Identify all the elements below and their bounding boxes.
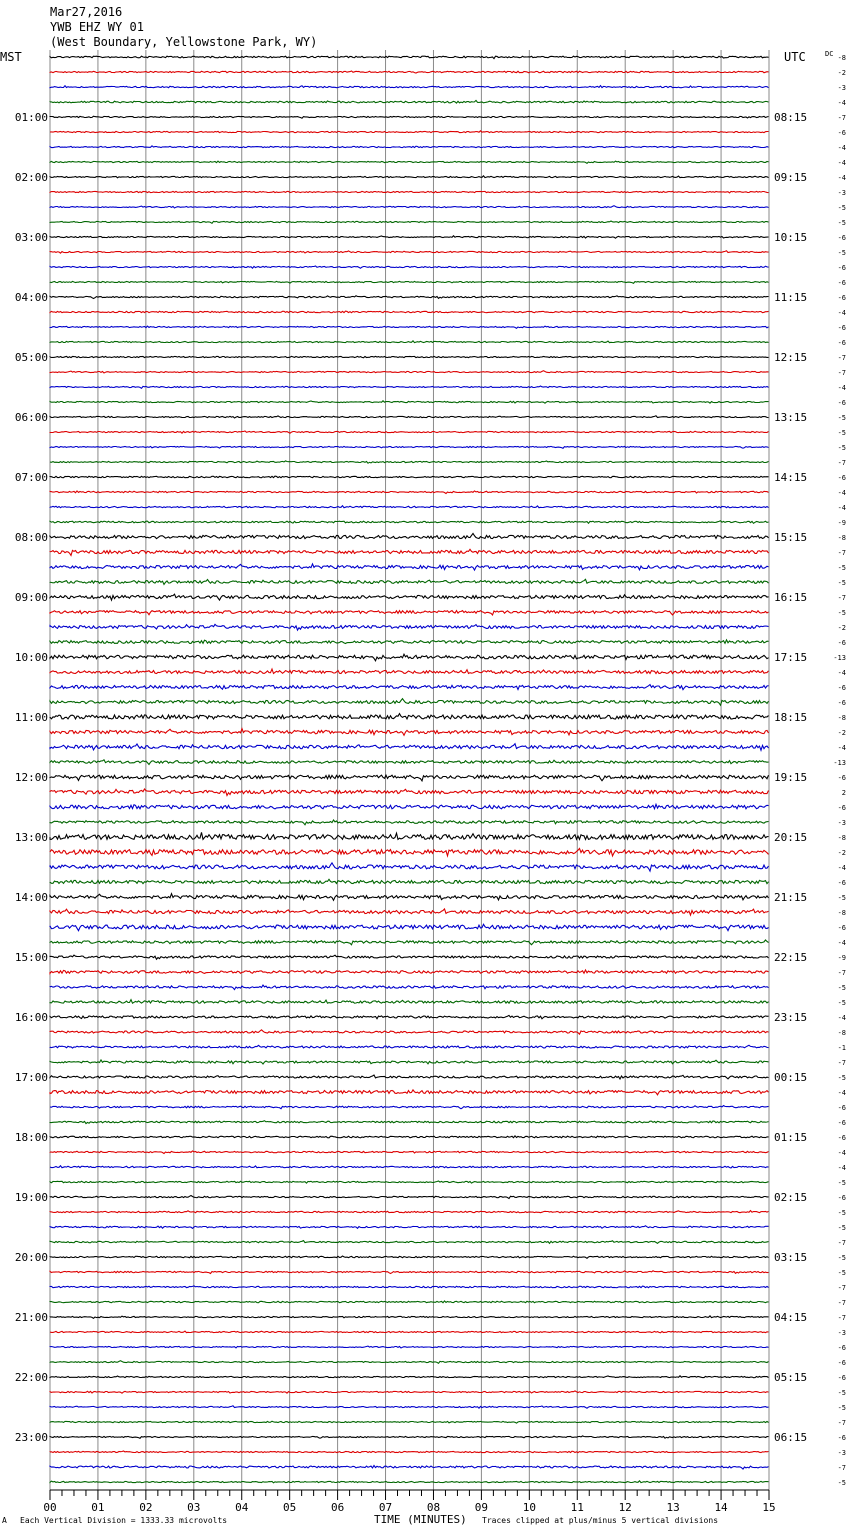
- x-axis: [43, 1490, 775, 1514]
- dc-offset-label: -7: [837, 594, 846, 602]
- left-hour-label: 07:00: [14, 471, 48, 484]
- dc-offset-label: -6: [837, 639, 846, 647]
- trace-14: [50, 266, 769, 268]
- dc-offset-label: -4: [837, 1164, 846, 1172]
- right-hour-labels: [774, 111, 807, 1444]
- dc-offset-label: -4: [837, 159, 846, 167]
- trace-63: [50, 1000, 769, 1004]
- right-hour-label: 06:15: [774, 1431, 808, 1444]
- trace-39: [50, 640, 769, 644]
- right-hour-label: 17:15: [774, 651, 808, 664]
- x-tick-label: 12: [618, 1501, 632, 1514]
- trace-79: [50, 1241, 769, 1244]
- trace-67: [50, 1060, 769, 1064]
- trace-84: [50, 1316, 769, 1319]
- left-hour-label: 15:00: [14, 951, 48, 964]
- right-hour-label: 12:15: [774, 351, 808, 364]
- trace-74: [50, 1166, 769, 1168]
- dc-offset-label: -1: [837, 1044, 846, 1052]
- trace-7: [50, 161, 769, 163]
- dc-offset-label: -4: [837, 744, 846, 752]
- x-tick-label: 14: [714, 1501, 728, 1514]
- left-hour-label: 04:00: [14, 291, 48, 304]
- trace-11: [50, 221, 769, 223]
- trace-62: [50, 985, 769, 990]
- trace-17: [50, 311, 769, 313]
- dc-offset-label: -5: [837, 894, 846, 902]
- left-hour-label: 23:00: [14, 1431, 48, 1444]
- trace-10: [50, 206, 769, 208]
- right-hour-label: 21:15: [774, 891, 808, 904]
- dc-offset-label: -6: [837, 474, 846, 482]
- dc-offset-label: -8: [837, 834, 846, 842]
- trace-1: [50, 71, 769, 73]
- x-tick-label: 09: [474, 1501, 489, 1514]
- dc-offset-label: -6: [837, 1359, 846, 1367]
- dc-offset-label: -5: [837, 564, 846, 572]
- dc-offset-label: -6: [837, 774, 846, 782]
- right-hour-label: 00:15: [774, 1071, 808, 1084]
- dc-offset-label: -5: [837, 609, 846, 617]
- trace-21: [50, 371, 769, 373]
- x-tick-label: 13: [666, 1501, 680, 1514]
- x-tick-label: 00: [43, 1501, 57, 1514]
- dc-offset-label: -6: [837, 234, 846, 242]
- trace-75: [50, 1181, 769, 1183]
- trace-6: [50, 146, 769, 148]
- trace-66: [50, 1045, 769, 1048]
- trace-88: [50, 1376, 769, 1378]
- dc-offset-label: -6: [837, 294, 846, 302]
- dc-offset-label: -7: [837, 1314, 846, 1322]
- dc-offset-label: -4: [837, 669, 846, 677]
- trace-77: [50, 1211, 769, 1213]
- trace-86: [50, 1346, 769, 1348]
- trace-31: [50, 521, 769, 524]
- left-hour-label: 20:00: [14, 1251, 48, 1264]
- dc-offset-label: -6: [837, 1374, 846, 1382]
- left-timezone-label: MST: [0, 50, 22, 64]
- x-tick-label: 02: [139, 1501, 153, 1514]
- clip-note: Traces clipped at plus/minus 5 vertical divisions: [482, 1516, 719, 1525]
- right-hour-label: 09:15: [774, 171, 808, 184]
- dc-offset-label: -3: [837, 1449, 846, 1457]
- dc-offset-label: -4: [837, 1089, 846, 1097]
- dc-offset-label: -5: [837, 999, 846, 1007]
- left-hour-label: 18:00: [14, 1131, 48, 1144]
- right-hour-label: 15:15: [774, 531, 808, 544]
- dc-offset-label: -5: [837, 1404, 846, 1412]
- trace-18: [50, 326, 769, 328]
- dc-offset-label: -7: [837, 549, 846, 557]
- trace-56: [50, 894, 769, 901]
- trace-48: [50, 775, 769, 781]
- trace-50: [50, 804, 769, 809]
- dc-offset-label: -6: [837, 1104, 846, 1112]
- trace-41: [50, 669, 769, 673]
- dc-offset-label: -7: [837, 459, 846, 467]
- dc-label: DC: [825, 50, 834, 58]
- left-hour-label: 05:00: [14, 351, 48, 364]
- x-tick-label: 07: [378, 1501, 393, 1514]
- trace-2: [50, 86, 769, 88]
- left-hour-label: 08:00: [14, 531, 48, 544]
- dc-offset-label: -8: [837, 909, 846, 917]
- trace-65: [50, 1030, 769, 1034]
- trace-73: [50, 1151, 769, 1154]
- dc-offset-label: -7: [837, 1059, 846, 1067]
- dc-offset-label: -6: [837, 279, 846, 287]
- trace-49: [50, 789, 769, 796]
- dc-offset-label: -6: [837, 699, 846, 707]
- dc-offset-label: -5: [837, 1074, 846, 1082]
- dc-offset-label: -7: [837, 1239, 846, 1247]
- left-hour-label: 17:00: [14, 1071, 48, 1084]
- dc-offset-label: -8: [837, 714, 846, 722]
- trace-12: [50, 236, 769, 238]
- trace-44: [50, 714, 769, 719]
- trace-69: [50, 1090, 769, 1095]
- trace-40: [50, 654, 769, 661]
- trace-27: [50, 461, 769, 463]
- right-hour-label: 19:15: [774, 771, 808, 784]
- right-timezone-label: UTC: [784, 50, 806, 64]
- trace-61: [50, 970, 769, 973]
- trace-58: [50, 924, 769, 930]
- left-hour-label: 06:00: [14, 411, 48, 424]
- left-hour-label: 11:00: [14, 711, 48, 724]
- x-tick-label: 10: [522, 1501, 536, 1514]
- right-hour-label: 08:15: [774, 111, 808, 124]
- dc-offset-label: -6: [837, 264, 846, 272]
- dc-offset-label: -8: [837, 534, 846, 542]
- right-hour-label: 05:15: [774, 1371, 808, 1384]
- trace-5: [50, 131, 769, 133]
- trace-24: [50, 416, 769, 418]
- trace-76: [50, 1196, 769, 1199]
- trace-32: [50, 534, 769, 539]
- trace-19: [50, 341, 769, 343]
- trace-16: [50, 296, 769, 299]
- dc-offset-label: -6: [837, 1194, 846, 1202]
- dc-offset-label: -6: [837, 924, 846, 932]
- dc-offset-label: -5: [837, 579, 846, 587]
- trace-71: [50, 1121, 769, 1124]
- trace-64: [50, 1015, 769, 1018]
- dc-offset-label: -2: [837, 729, 846, 737]
- trace-0: [50, 56, 769, 58]
- dc-offset-label: -7: [837, 969, 846, 977]
- dc-offset-label: -8: [837, 1029, 846, 1037]
- trace-13: [50, 251, 769, 253]
- trace-55: [50, 879, 769, 883]
- trace-46: [50, 744, 769, 751]
- dc-offset-label: -5: [837, 429, 846, 437]
- trace-89: [50, 1391, 769, 1393]
- dc-offset-label: -5: [837, 1209, 846, 1217]
- trace-93: [50, 1451, 769, 1453]
- right-hour-label: 23:15: [774, 1011, 808, 1024]
- left-hour-label: 19:00: [14, 1191, 48, 1204]
- footer-mark: A: [2, 1516, 7, 1525]
- dc-offset-label: -7: [837, 114, 846, 122]
- left-hour-label: 10:00: [14, 651, 48, 664]
- x-tick-label: 15: [762, 1501, 776, 1514]
- right-hour-label: 02:15: [774, 1191, 808, 1204]
- trace-36: [50, 594, 769, 600]
- right-hour-label: 03:15: [774, 1251, 808, 1264]
- right-hour-label: 01:15: [774, 1131, 808, 1144]
- dc-offset-label: -4: [837, 489, 846, 497]
- dc-offset-label: -6: [837, 129, 846, 137]
- dc-offset-label: -3: [837, 189, 846, 197]
- trace-78: [50, 1226, 769, 1229]
- dc-offset-label: -6: [837, 339, 846, 347]
- left-hour-label: 14:00: [14, 891, 48, 904]
- trace-30: [50, 506, 769, 508]
- right-hour-label: 16:15: [774, 591, 808, 604]
- trace-45: [50, 729, 769, 736]
- trace-91: [50, 1421, 769, 1423]
- dc-offset-label: -4: [837, 504, 846, 512]
- trace-80: [50, 1256, 769, 1258]
- dc-offset-label: -5: [837, 219, 846, 227]
- dc-offset-label: -5: [837, 1179, 846, 1187]
- dc-offset-label: -4: [837, 144, 846, 152]
- dc-offset-label: -4: [837, 99, 846, 107]
- dc-offset-label: -7: [837, 1419, 846, 1427]
- dc-offset-label: -5: [837, 984, 846, 992]
- dc-offset-label: -2: [837, 69, 846, 77]
- dc-offset-label: -2: [837, 624, 846, 632]
- right-hour-label: 13:15: [774, 411, 808, 424]
- dc-offset-label: -4: [837, 174, 846, 182]
- dc-offset-label: -9: [837, 954, 846, 962]
- dc-offset-label: -13: [833, 759, 846, 767]
- right-hour-label: 18:15: [774, 711, 808, 724]
- trace-68: [50, 1075, 769, 1079]
- dc-offset-label: 2: [841, 789, 846, 797]
- trace-38: [50, 624, 769, 630]
- x-tick-label: 03: [187, 1501, 201, 1514]
- x-tick-label: 05: [283, 1501, 297, 1514]
- trace-9: [50, 191, 769, 193]
- trace-52: [50, 832, 769, 839]
- right-hour-label: 11:15: [774, 291, 808, 304]
- trace-54: [50, 863, 769, 871]
- trace-70: [50, 1106, 769, 1109]
- right-hour-label: 14:15: [774, 471, 808, 484]
- left-hour-label: 01:00: [14, 111, 48, 124]
- left-hour-label: 09:00: [14, 591, 48, 604]
- dc-offset-labels: [833, 54, 846, 1487]
- dc-offset-label: -4: [837, 1149, 846, 1157]
- left-hour-label: 22:00: [14, 1371, 48, 1384]
- dc-offset-label: -6: [837, 399, 846, 407]
- right-hour-label: 04:15: [774, 1311, 808, 1324]
- x-tick-label: 01: [91, 1501, 105, 1514]
- trace-3: [50, 100, 769, 103]
- trace-90: [50, 1406, 769, 1408]
- trace-42: [50, 685, 769, 690]
- trace-51: [50, 820, 769, 825]
- trace-22: [50, 386, 769, 388]
- trace-53: [50, 848, 769, 856]
- dc-offset-label: -6: [837, 1434, 846, 1442]
- left-hour-label: 16:00: [14, 1011, 48, 1024]
- trace-34: [50, 564, 769, 570]
- dc-offset-label: -3: [837, 84, 846, 92]
- dc-offset-label: -6: [837, 1344, 846, 1352]
- left-hour-label: 12:00: [14, 771, 48, 784]
- right-hour-label: 10:15: [774, 231, 808, 244]
- dc-offset-label: -5: [837, 204, 846, 212]
- dc-offset-label: -6: [837, 324, 846, 332]
- dc-offset-label: -2: [837, 849, 846, 857]
- trace-29: [50, 491, 769, 494]
- dc-offset-label: -7: [837, 1464, 846, 1472]
- dc-offset-label: -6: [837, 879, 846, 887]
- left-hour-label: 03:00: [14, 231, 48, 244]
- dc-offset-label: -5: [837, 1269, 846, 1277]
- dc-offset-label: -5: [837, 414, 846, 422]
- dc-offset-label: -5: [837, 1254, 846, 1262]
- dc-offset-label: -5: [837, 1389, 846, 1397]
- left-hour-label: 13:00: [14, 831, 48, 844]
- dc-offset-label: -6: [837, 1134, 846, 1142]
- dc-offset-label: -7: [837, 1299, 846, 1307]
- dc-offset-label: -6: [837, 1119, 846, 1127]
- dc-offset-label: -9: [837, 519, 846, 527]
- right-hour-label: 20:15: [774, 831, 808, 844]
- dc-offset-label: -4: [837, 384, 846, 392]
- left-hour-label: 02:00: [14, 171, 48, 184]
- x-axis-title: TIME (MINUTES): [374, 1513, 467, 1526]
- trace-72: [50, 1136, 769, 1138]
- dc-offset-label: -7: [837, 369, 846, 377]
- dc-offset-label: -5: [837, 1479, 846, 1487]
- trace-95: [50, 1481, 769, 1483]
- dc-offset-label: -5: [837, 444, 846, 452]
- trace-94: [50, 1466, 769, 1470]
- x-tick-label: 11: [570, 1501, 584, 1514]
- trace-35: [50, 579, 769, 584]
- trace-37: [50, 611, 769, 615]
- trace-57: [50, 909, 769, 915]
- trace-60: [50, 955, 769, 959]
- x-tick-label: 04: [235, 1501, 249, 1514]
- dc-offset-label: -3: [837, 1329, 846, 1337]
- dc-offset-label: -4: [837, 864, 846, 872]
- trace-33: [50, 549, 769, 555]
- x-tick-label: 08: [426, 1501, 441, 1514]
- trace-8: [50, 176, 769, 178]
- trace-92: [50, 1436, 769, 1438]
- trace-59: [50, 940, 769, 945]
- dc-offset-label: -7: [837, 354, 846, 362]
- trace-81: [50, 1271, 769, 1274]
- trace-23: [50, 401, 769, 403]
- trace-20: [50, 356, 769, 358]
- left-hour-label: 21:00: [14, 1311, 48, 1324]
- traces: [50, 56, 769, 1483]
- dc-offset-label: -13: [833, 654, 846, 662]
- date-label: Mar27,2016: [50, 5, 123, 19]
- dc-offset-label: -4: [837, 309, 846, 317]
- trace-4: [50, 116, 769, 118]
- dc-offset-label: -7: [837, 1284, 846, 1292]
- dc-offset-label: -4: [837, 939, 846, 947]
- dc-offset-label: -8: [837, 54, 846, 62]
- dc-offset-label: -5: [837, 1224, 846, 1232]
- trace-82: [50, 1286, 769, 1288]
- trace-85: [50, 1331, 769, 1333]
- scale-note: Each Vertical Division = 1333.33 microvolts: [20, 1516, 228, 1525]
- dc-offset-label: -6: [837, 804, 846, 812]
- location-label: (West Boundary, Yellowstone Park, WY): [50, 35, 318, 49]
- trace-25: [50, 431, 769, 433]
- left-hour-labels: [15, 111, 48, 1444]
- trace-15: [50, 281, 769, 283]
- dc-offset-label: -3: [837, 819, 846, 827]
- station-label: YWB EHZ WY 01: [50, 20, 144, 34]
- time-gridlines: [50, 50, 769, 1490]
- trace-43: [50, 699, 769, 706]
- trace-87: [50, 1361, 769, 1364]
- x-tick-label: 06: [330, 1501, 345, 1514]
- right-hour-label: 22:15: [774, 951, 808, 964]
- dc-offset-label: -5: [837, 249, 846, 257]
- trace-28: [50, 476, 769, 478]
- trace-47: [50, 760, 769, 765]
- trace-26: [50, 446, 769, 448]
- trace-83: [50, 1301, 769, 1303]
- dc-offset-label: -4: [837, 1014, 846, 1022]
- dc-offset-label: -6: [837, 684, 846, 692]
